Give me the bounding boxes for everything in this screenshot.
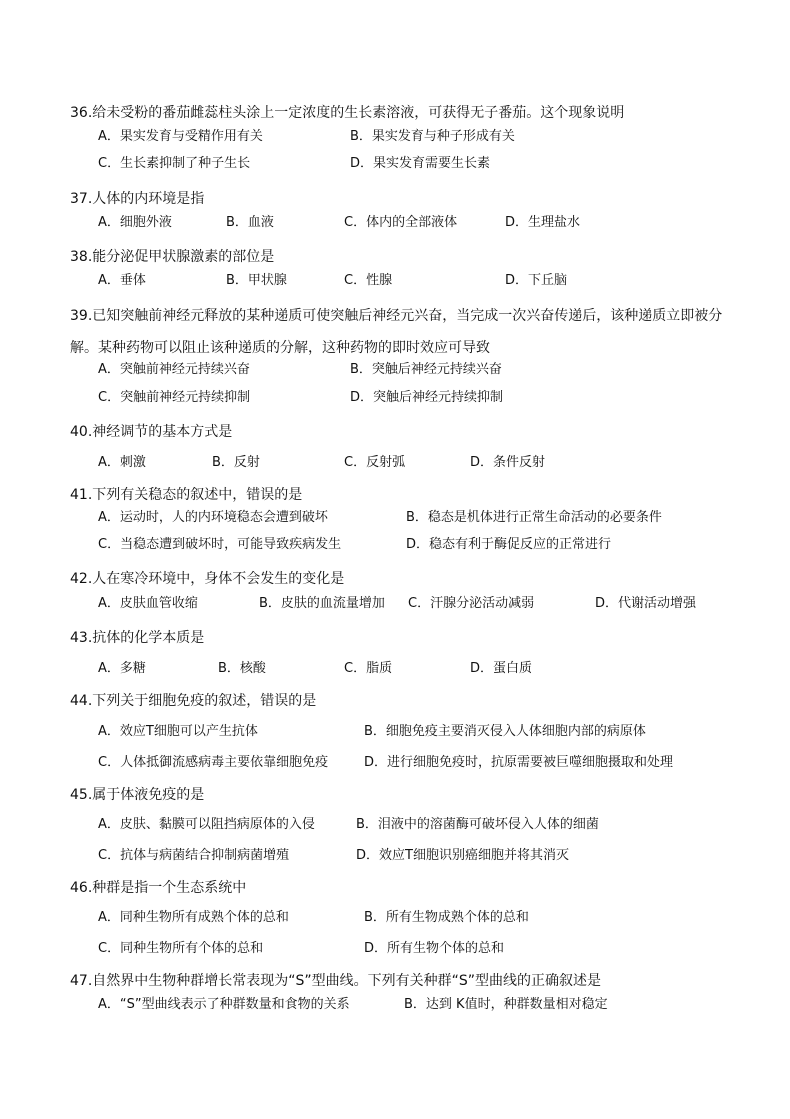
option-c: C．抗体与病菌结合抑制病菌增殖 [98,848,290,863]
option-b: B．皮肤的血流量增加 [259,596,385,611]
option-c: C．人体抵御流感病毒主要依靠细胞免疫 [98,755,329,770]
option-d: D．代谢活动增强 [595,596,697,611]
question-stem: 38.能分泌促甲状腺激素的部位是 [70,249,275,265]
option-d: D．蛋白质 [470,661,533,676]
option-a: A．运动时，人的内环境稳态会遭到破坏 [98,510,328,525]
question-stem: 42.人在寒冷环境中，身体不会发生的变化是 [70,571,345,587]
option-b: B．果实发育与种子形成有关 [350,129,515,144]
option-d: D．下丘脑 [505,273,568,288]
option-b: B．所有生物成熟个体的总和 [364,910,529,925]
option-d: D．生理盐水 [505,215,581,230]
option-b: B．反射 [212,455,260,470]
option-b: B．稳态是机体进行正常生命活动的必要条件 [406,510,662,525]
option-d: D．突触后神经元持续抑制 [350,390,504,405]
option-d: D．进行细胞免疫时，抗原需要被巨噬细胞摄取和处理 [364,755,674,770]
option-c: C．汗腺分泌活动减弱 [408,596,535,611]
question-stem: 47.自然界中生物种群增长常表现为“S”型曲线。下列有关种群“S”型曲线的正确叙述是 [70,973,602,989]
option-a: A．垂体 [98,273,146,288]
option-a: A．效应T细胞可以产生抗体 [98,724,258,739]
option-b: B．血液 [226,215,274,230]
option-c: C．性腺 [344,273,393,288]
option-a: A．多糖 [98,661,146,676]
option-b: B．泪液中的溶菌酶可破坏侵入人体的细菌 [356,817,599,832]
option-a: A．细胞外液 [98,215,172,230]
option-c: C．反射弧 [344,455,406,470]
question-stem: 43.抗体的化学本质是 [70,630,205,646]
question-stem: 46.种群是指一个生态系统中 [70,880,247,896]
option-b: B．核酸 [218,661,266,676]
question-stem: 45.属于体液免疫的是 [70,787,205,803]
option-c: C．生长素抑制了种子生长 [98,156,251,171]
option-a: A．果实发育与受精作用有关 [98,129,263,144]
option-b: B．突触后神经元持续兴奋 [350,362,502,377]
option-d: D．果实发育需要生长素 [350,156,491,171]
option-a: A．“S”型曲线表示了种群数量和食物的关系 [98,997,350,1012]
option-d: D．条件反射 [470,455,546,470]
option-a: A．刺激 [98,455,146,470]
option-a: A．突触前神经元持续兴奋 [98,362,250,377]
option-d: D．稳态有利于酶促反应的正常进行 [406,537,612,552]
question-stem: 44.下列关于细胞免疫的叙述，错误的是 [70,693,317,709]
option-b: B．细胞免疫主要消灭侵入人体细胞内部的病原体 [364,724,646,739]
option-c: C．体内的全部液体 [344,215,458,230]
question-stem: 41.下列有关稳态的叙述中，错误的是 [70,487,303,503]
option-d: D．所有生物个体的总和 [364,941,505,956]
option-d: D．效应T细胞识别癌细胞并将其消灭 [356,848,569,863]
question-stem: 36.给未受粉的番茄雌蕊柱头涂上一定浓度的生长素溶液，可获得无子番茄。这个现象说明 [70,105,625,121]
question-stem: 40.神经调节的基本方式是 [70,424,233,440]
option-c: C．突触前神经元持续抑制 [98,390,251,405]
option-b: B．达到 K值时，种群数量相对稳定 [404,997,608,1012]
question-stem: 39.已知突触前神经元释放的某种递质可使突触后神经元兴奋，当完成一次兴奋传递后，该种递质立即被分解。某种药物可以阻止该种递质的分解，这种药物的即时效应可导致 [70,308,723,356]
option-c: C．脂质 [344,661,393,676]
option-a: A．同种生物所有成熟个体的总和 [98,910,289,925]
option-a: A．皮肤、黏膜可以阻挡病原体的入侵 [98,817,315,832]
option-c: C．同种生物所有个体的总和 [98,941,264,956]
option-c: C．当稳态遭到破坏时，可能导致疾病发生 [98,537,342,552]
question-stem: 37.人体的内环境是指 [70,191,205,207]
option-a: A．皮肤血管收缩 [98,596,198,611]
option-b: B．甲状腺 [226,273,287,288]
